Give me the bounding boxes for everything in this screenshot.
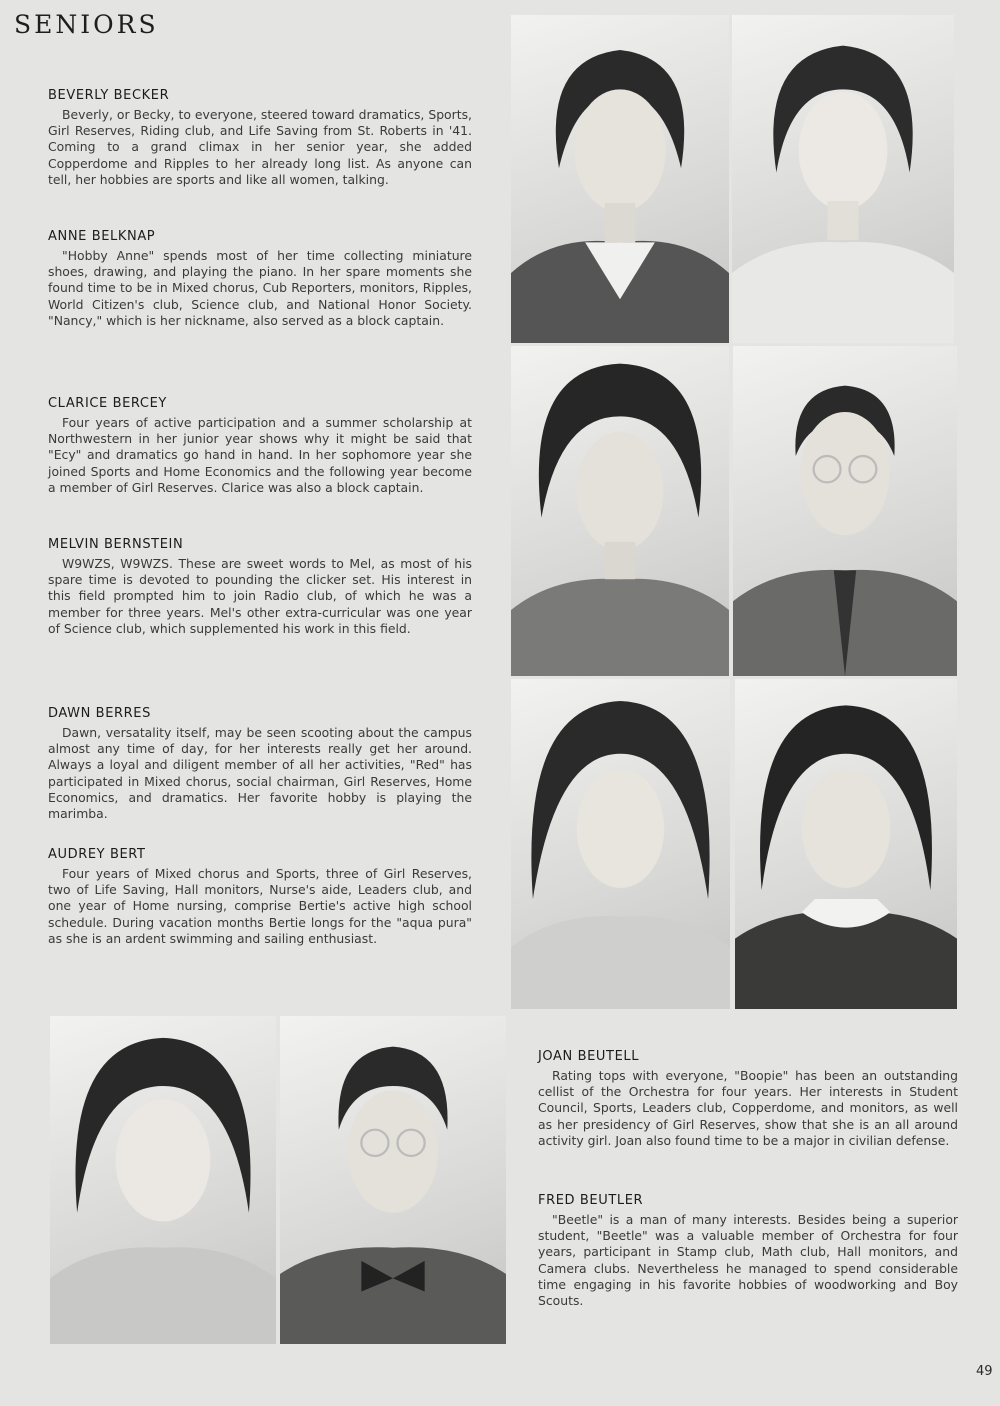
- portrait-fred-beutler: [280, 1016, 506, 1344]
- portrait-audrey-bert: [735, 679, 957, 1009]
- section-title: SENIORS: [14, 10, 159, 39]
- portrait-dawn-berres: [511, 679, 730, 1009]
- bio-melvin-bernstein: [48, 537, 472, 637]
- bio-text: Beverly, or Becky, to everyone, steered toward dramatics, Sports, Girl Reserves, Riding club, and Life Saving from St. Roberts in '41. Coming to a grand climax in her senior year, she added Copperdome and Ripples to her already long list. As anyone can tell, her hobbies are sports and like all women, talking.: [48, 107, 472, 187]
- bio-text: Four years of active participation and a summer scholarship at Northwestern in her junior year shows why it might be said that "Ecy" and dramatics go hand in hand. In her sophomore year she joined Sports and Home Economics and the following year become a member of Girl Reserves. Clarice was also a block captain.: [48, 415, 472, 495]
- bio-clarice-bercey: [48, 396, 472, 496]
- bio-name: AUDREY BERT: [48, 847, 146, 862]
- bio-text: Rating tops with everyone, "Boopie" has been an outstanding cellist of the Orchestra for four years. Her interests in Student Council, Sports, Leaders club, Copperdome, and monitors, as well as her presidency of Girl Reserves, show that she is an all around activity girl. Joan also found time to be a major in civilian defense.: [538, 1068, 958, 1148]
- bio-text: W9WZS, W9WZS. These are sweet words to Mel, as most of his spare time is devoted to pounding the clicker set. His interest in this field prompted him to join Radio club, of which he was a member for three years. Mel's other extra-curricular was one year of Science club, which supplemented his work in this field.: [48, 556, 472, 636]
- portrait-beverly-becker: [511, 15, 729, 343]
- bio-fred-beutler: [538, 1193, 958, 1309]
- portrait-clarice-bercey: [511, 346, 729, 676]
- bio-audrey-bert: [48, 847, 472, 947]
- bio-text: Four years of Mixed chorus and Sports, three of Girl Reserves, two of Life Saving, Hall monitors, Nurse's aide, Leaders club, and one year of Home nursing, comprise Bertie's active high school schedule. During vacation months Bertie longs for the "aqua pura" as she is an ardent swimming and sailing enthusiast.: [48, 866, 472, 946]
- bio-name: FRED BEUTLER: [538, 1193, 644, 1208]
- bio-text: "Beetle" is a man of many interests. Besides being a superior student, "Beetle" was a valuable member of Orchestra for four years, participant in Stamp club, Math club, Hall monitors, and Camera clubs. Nevertheless he managed to spend considerable time engaging in his favorite hobbies of woodworking and Boy Scouts.: [538, 1212, 958, 1309]
- bio-dawn-berres: [48, 706, 472, 822]
- bio-beverly-becker: [48, 88, 472, 188]
- bio-name: ANNE BELKNAP: [48, 229, 156, 244]
- portrait-melvin-bernstein: [733, 346, 957, 676]
- bio-text: Dawn, versatality itself, may be seen scooting about the campus almost any time of day, for her interests really get her around. Always a loyal and diligent member of all her activities, "Red" has participated in Mixed chorus, social chairman, Girl Reserves, Home Economics, and dramatics. Her favorite hobby is playing the marimba.: [48, 725, 472, 822]
- bio-name: MELVIN BERNSTEIN: [48, 537, 184, 552]
- bio-name: JOAN BEUTELL: [538, 1049, 640, 1064]
- portrait-anne-belknap: [732, 15, 954, 343]
- bio-anne-belknap: [48, 229, 472, 329]
- page-number: 49: [976, 1364, 993, 1379]
- bio-joan-beutell: [538, 1049, 958, 1149]
- bio-name: CLARICE BERCEY: [48, 396, 167, 411]
- bio-name: DAWN BERRES: [48, 706, 151, 721]
- portrait-joan-beutell: [50, 1016, 276, 1344]
- bio-text: "Hobby Anne" spends most of her time collecting miniature shoes, drawing, and playing the piano. In her spare moments she found time to be in Mixed chorus, Cub Reporters, monitors, Ripples, World Citizen's club, Science club, and National Honor Society. "Nancy," which is her nickname, also served as a block captain.: [48, 248, 472, 328]
- bio-name: BEVERLY BECKER: [48, 88, 170, 103]
